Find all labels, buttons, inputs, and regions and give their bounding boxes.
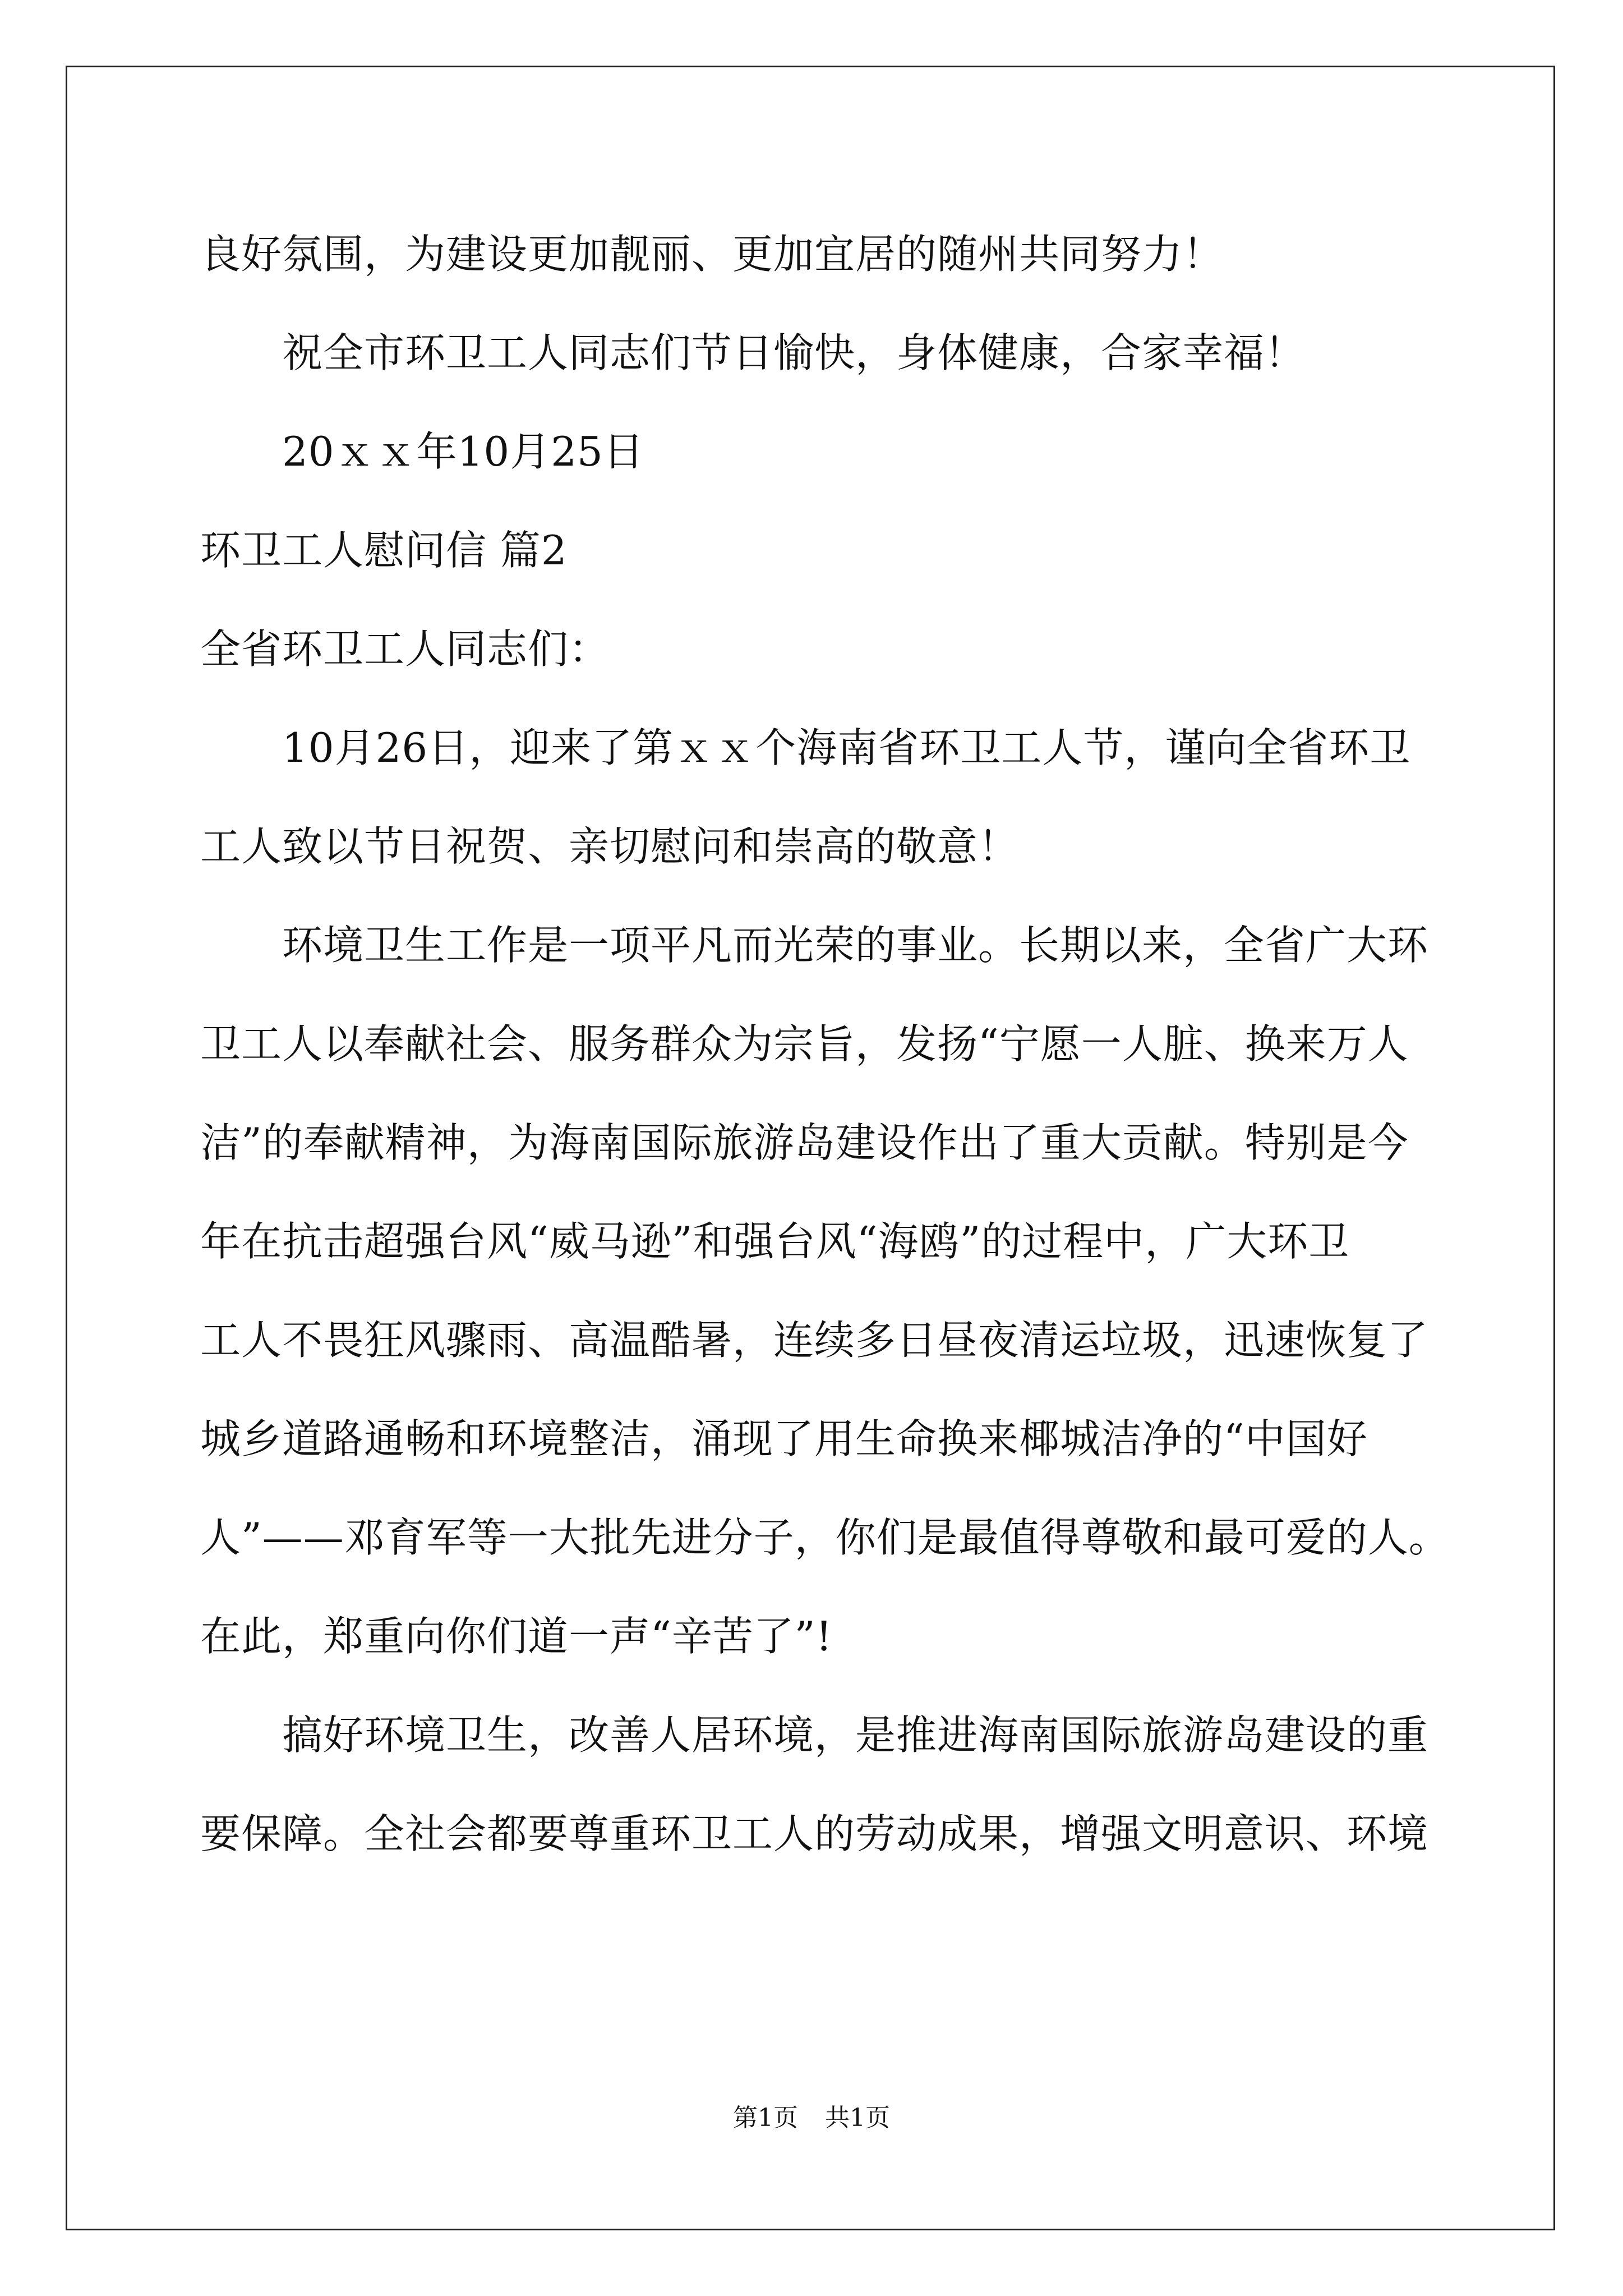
text-line: 10月26日，迎来了第ｘｘ个海南省环卫工人节，谨向全省环卫: [282, 724, 1411, 771]
text-line: 工人不畏狂风骤雨、高温酷暑，连续多日昼夜清运垃圾，迅速恢复了: [200, 1317, 1429, 1364]
text-line: 在此，郑重向你们道一声“辛苦了”!: [200, 1613, 833, 1660]
page-footer: [0, 2101, 1623, 2135]
text-line: 搞好环境卫生，改善人居环境，是推进海南国际旅游岛建设的重: [282, 1711, 1429, 1759]
text-line: 洁”的奉献精神，为海南国际旅游岛建设作出了重大贡献。特别是今: [200, 1119, 1409, 1166]
text-line: 良好氛围，为建设更加靓丽、更加宜居的随州共同努力！: [200, 231, 1224, 278]
text-line: 祝全市环卫工人同志们节日愉快，身体健康，合家幸福！: [282, 329, 1306, 376]
document-body: [200, 205, 1456, 1883]
text-line: 环境卫生工作是一项平凡而光荣的事业。长期以来，全省广大环: [282, 922, 1429, 969]
text-line: 年在抗击超强台风“威马逊”和强台风“海鸥”的过程中，广大环卫: [200, 1218, 1350, 1265]
section-heading: 环卫工人慰问信 篇2: [200, 527, 568, 574]
date-line: 20ｘｘ年10月25日: [282, 428, 644, 475]
salutation: 全省环卫工人同志们：: [200, 625, 610, 673]
text-line: 卫工人以奉献社会、服务群众为宗旨，发扬“宁愿一人脏、换来万人: [200, 1020, 1409, 1068]
text-line: 工人致以节日祝贺、亲切慰问和崇高的敬意！: [200, 823, 1020, 870]
text-line: 要保障。全社会都要尊重环卫工人的劳动成果，增强文明意识、环境: [200, 1810, 1429, 1857]
text-line: 城乡道路通畅和环境整洁，涌现了用生命换来椰城洁净的“中国好: [200, 1415, 1368, 1462]
text-line: 人”——邓育军等一大批先进分子，你们是最值得尊敬和最可爱的人。: [200, 1514, 1450, 1561]
page-number: 第1页: [733, 2104, 798, 2132]
page-total: 共1页: [825, 2104, 890, 2132]
